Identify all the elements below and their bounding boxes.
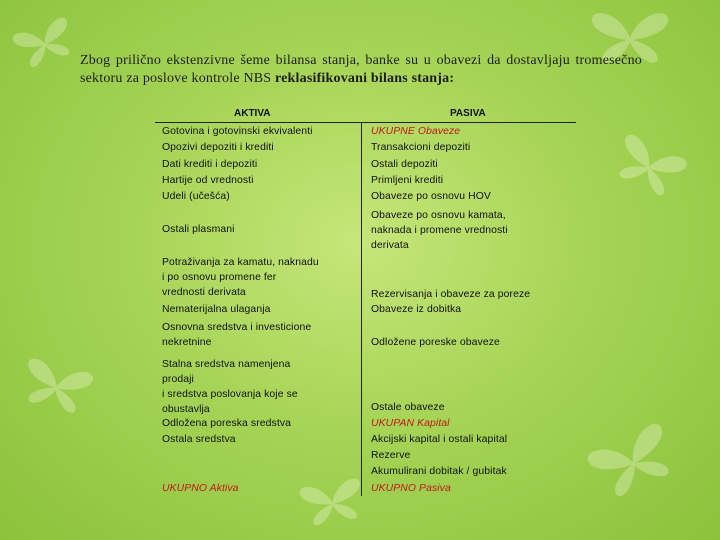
butterfly-decoration-bottom-center <box>296 473 367 529</box>
aktiva-item: Opozivi depoziti i krediti <box>162 142 274 153</box>
pasiva-capital-total: UKUPAN Kapital <box>371 418 450 429</box>
pasiva-item: Obaveze po osnovu HOV <box>371 191 491 202</box>
butterfly-decoration-bottom-right <box>581 415 682 505</box>
pasiva-item: Rezerve <box>371 450 411 461</box>
aktiva-item: Udeli (učešća) <box>162 191 230 202</box>
table-header-divider <box>155 122 576 123</box>
pasiva-total: UKUPNO Pasiva <box>371 483 451 494</box>
aktiva-item: Gotovina i gotovinski ekvivalenti <box>162 126 313 137</box>
pasiva-item: Akcijski kapital i ostali kapital <box>371 434 508 445</box>
aktiva-item: Potraživanja za kamatu, naknadu i po osnovu promene fer vrednosti derivata <box>162 257 319 298</box>
aktiva-item: Odložena poreska sredstva <box>162 418 291 429</box>
pasiva-item: Rezervisanja i obaveze za poreze <box>371 289 531 300</box>
pasiva-header: PASIVA <box>450 108 486 119</box>
aktiva-item: Ostali plasmani <box>162 224 235 235</box>
pasiva-item: Obaveze po osnovu kamata, naknada i promene vrednosti derivata <box>371 210 508 251</box>
pasiva-liabilities-total: UKUPNE Obaveze <box>371 126 461 137</box>
aktiva-item: Nematerijalna ulaganja <box>162 304 271 315</box>
pasiva-item: Ostali depoziti <box>371 159 438 170</box>
aktiva-item: Stalna sredstva namenjena prodaji i sredstva poslovanja koje se obustavlja <box>162 359 298 415</box>
intro-text: Zbog prilično ekstenzivne šeme bilansa stanja, banke su u obavezi da dostavljaju tromesečno sektoru za poslove kontrole NBS <box>80 53 642 86</box>
aktiva-item: Ostala sredstva <box>162 434 236 445</box>
aktiva-total: UKUPNO Aktiva <box>162 483 239 494</box>
aktiva-item: Osnovna sredstva i investicione nekretnine <box>162 322 312 348</box>
butterfly-decoration-right <box>608 128 693 203</box>
butterfly-decoration-top-left <box>8 11 79 73</box>
table-column-divider <box>361 122 362 496</box>
intro-bold-text: reklasifikovani bilans stanja: <box>274 71 455 86</box>
pasiva-item: Ostale obaveze <box>371 402 445 413</box>
pasiva-item: Obaveze iz dobitka <box>371 304 462 315</box>
pasiva-item: Akumulirani dobitak / gubitak <box>371 466 507 477</box>
aktiva-item: Dati krediti i depoziti <box>162 159 258 170</box>
pasiva-item: Odložene poreske obaveze <box>371 337 500 348</box>
pasiva-item: Transakcioni depoziti <box>371 142 471 153</box>
butterfly-decoration-left <box>17 352 98 418</box>
aktiva-header: AKTIVA <box>234 108 271 119</box>
aktiva-item: Hartije od vrednosti <box>162 175 254 186</box>
pasiva-item: Primljeni krediti <box>371 175 444 186</box>
intro-paragraph <box>80 52 642 88</box>
